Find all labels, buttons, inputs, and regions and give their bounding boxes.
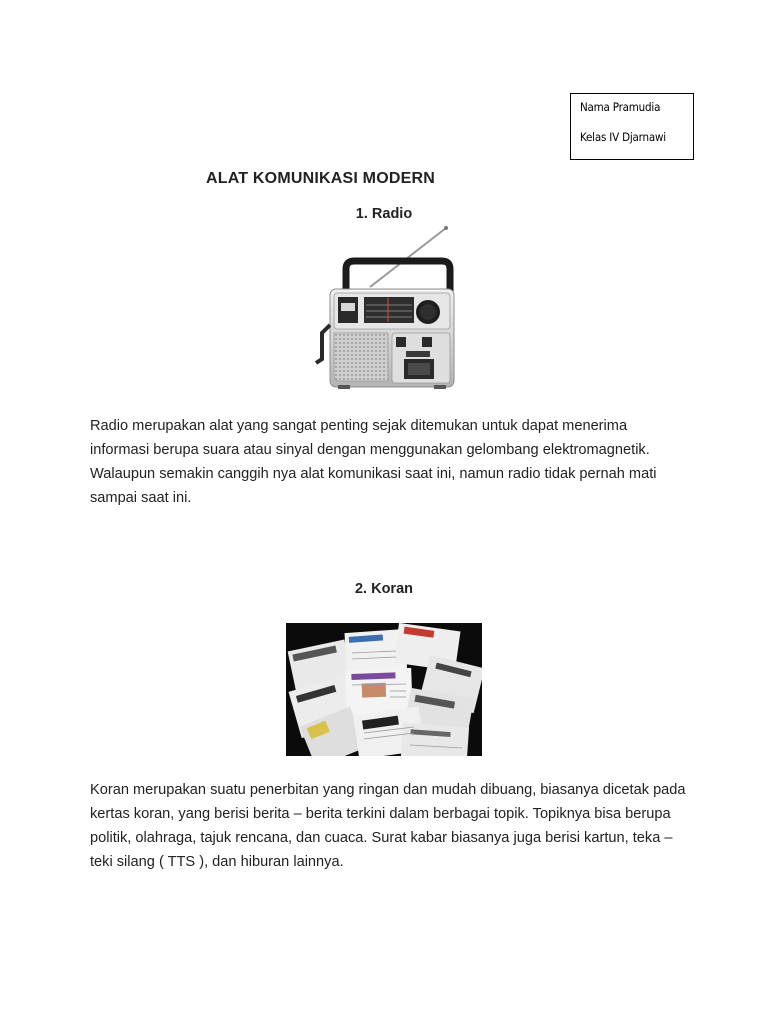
student-class: Kelas IV Djarnawi [580,130,666,144]
koran-paragraph: Koran merupakan suatu penerbitan yang ringan dan mudah dibuang, biasanya dicetak pada kertas koran, yang berisi berita – berita terkini dalam berbagai topik. Topiknya bisa berupa politik, olahraga, tajuk rencana, dan cuaca. Surat kabar biasanya juga berisi kartun, teka – teki silang ( TTS ), dan hiburan lainnya. [90,782,686,870]
page-title: ALAT KOMUNIKASI MODERN [206,170,435,187]
student-info-box [570,93,694,160]
section-heading-koran: 2. Koran [354,581,413,597]
radio-image [310,225,460,390]
newspapers-image [286,623,482,756]
radio-paragraph: Radio merupakan alat yang sangat penting sejak ditemukan untuk dapat menerima informasi berupa suara atau sinyal dengan menggunakan gelombang elektromagnetik. Walaupun semakin canggih nya alat komunikasi saat ini, namun radio tidak pernah mati sampai saat ini. [90,418,657,506]
student-name: Nama Pramudia [580,100,661,114]
section-heading-radio: 1. Radio [355,206,413,222]
